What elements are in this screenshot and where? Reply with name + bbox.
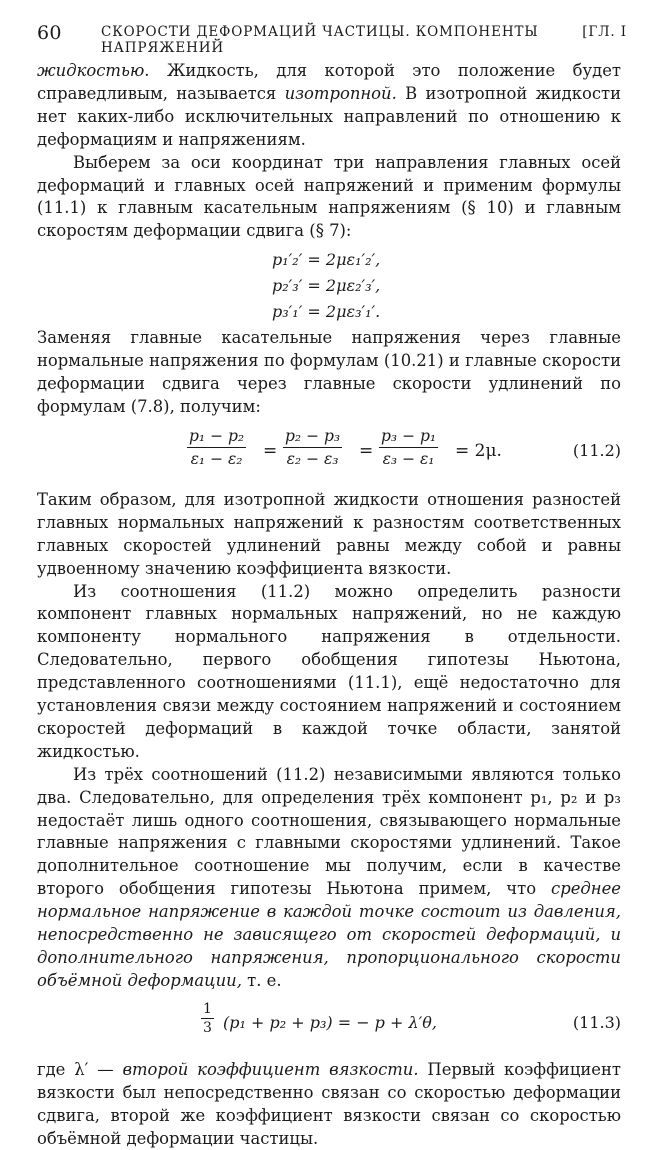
fraction-one-third: $\frac{1}{3}$	[203, 1000, 212, 1036]
chapter-label: [ГЛ. I	[582, 24, 627, 40]
equation-line: p₃′₁′ = 2με₃′₁′.	[272, 302, 381, 322]
fraction-1: $\frac{\text{p₁ − p₂}}{\text{ε₁ − ε₂}}$	[189, 426, 245, 468]
emphasis-isotropic: изотропной.	[284, 83, 397, 103]
paragraph-6: Из трёх соотношений (11.2) независимыми являются только два. Следовательно, для определения трёх компонент p₁, p₂ и p₃ недостаёт лишь одного соотношения, связывающего нормальные главные напряжения с главными скоростями удлинений. Такое дополнительное соотношение мы получим, если в качестве второго обобщения гипотезы Ньютона примем, что среднее нормальное напряжение в каждой точке состоит из давления, непосредственно не зависящего от скоростей деформаций, и дополнительного напряжения, пропорционального скорости объёмной деформации, т. е.	[37, 764, 621, 990]
equation-system	[272, 247, 621, 325]
paragraph-7: где λ′ — второй коэффициент вязкости. Первый коэффициент вязкости был непосредственно связан со скоростью деформации сдвига, второй же коэффициент вязкости связан со скоростью объёмной деформации частицы.	[37, 1059, 621, 1148]
formula-rhs: = 2μ.	[455, 440, 502, 461]
equation-line: p₁′₂′ = 2με₁′₂′,	[272, 250, 381, 270]
equation-number: (11.3)	[572, 1012, 621, 1032]
paragraph-1: жидкостью. Жидкость, для которой это положение будет справедливым, называется изотропной. В изотропной жидкости нет каких-либо исключительных направлений по отношению к деформациям и напряжениям.	[37, 61, 621, 149]
formula-11-2: $\frac{\text{p₁ − p₂}}{\text{ε₁ − ε₂}}$ = $\frac{\text{p₂ − p₃}}{\text{ε₂ − ε₃}}$ = $\frac{\text{p₃ − p₁}}{\text{ε₃ − ε₁}}$ = 2μ. (11.2)	[189, 426, 621, 468]
page-number: 60	[37, 22, 62, 44]
equation-number: (11.2)	[572, 440, 621, 460]
paragraph-4: Таким образом, для изотропной жидкости отношения разностей главных нормальных напряжений к разностям соответственных главных скоростей удлинений равны между собой и равны удвоенному значению коэффициента вязкости.	[37, 489, 621, 578]
emphasis-liquid: жидкостью.	[37, 61, 150, 80]
equation-line: p₂′₃′ = 2με₂′₃′,	[272, 276, 381, 296]
formula-11-3	[37, 997, 621, 1053]
running-title: СКОРОСТИ ДЕФОРМАЦИЙ ЧАСТИЦЫ. КОМПОНЕНТЫ НАПРЯЖЕНИЙ	[101, 24, 539, 56]
page-header	[37, 22, 627, 56]
paragraph-5: Из соотношения (11.2) можно определить разности компонент главных нормальных напряжений, но не каждую компоненту нормального напряжения в отдельности. Следовательно, первого обобщения гипотезы Ньютона, представленного соотношениями (11.1), ещё недостаточно для установления связи между состоянием напряжений и состоянием скоростей деформаций в каждой точке области, занятой жидкостью.	[37, 581, 621, 761]
emphasis-second-viscosity: второй коэффициент вязкости.	[122, 1059, 419, 1079]
emphasis-hypothesis: среднее нормальное напряжение в каждой точке состоит из давления, непосредственно не зависящего от скоростей деформаций, и дополнительного напряжения, пропорционального скорости объёмной деформации,	[37, 879, 621, 990]
formula-body: (p₁ + p₂ + p₃) = − p + λ′θ,	[223, 1012, 437, 1032]
page-body	[37, 60, 621, 1150]
paragraph-2: Выберем за оси координат три направления главных осей деформаций и главных осей напряжений и применим формулы (11.1) к главным касательным напряжениям (§ 10) и главным скоростям деформации сдвига (§ 7):	[37, 152, 621, 241]
paragraph-3: Заменяя главные касательные напряжения через главные нормальные напряжения по формулам (10.21) и главные скорости деформации сдвига через главные скорости удлинений по формулам (7.8), получим:	[37, 328, 621, 416]
fraction-3: $\frac{\text{p₃ − p₁}}{\text{ε₃ − ε₁}}$	[381, 426, 437, 468]
fraction-2: $\frac{\text{p₂ − p₃}}{\text{ε₂ − ε₃}}$	[285, 426, 341, 468]
